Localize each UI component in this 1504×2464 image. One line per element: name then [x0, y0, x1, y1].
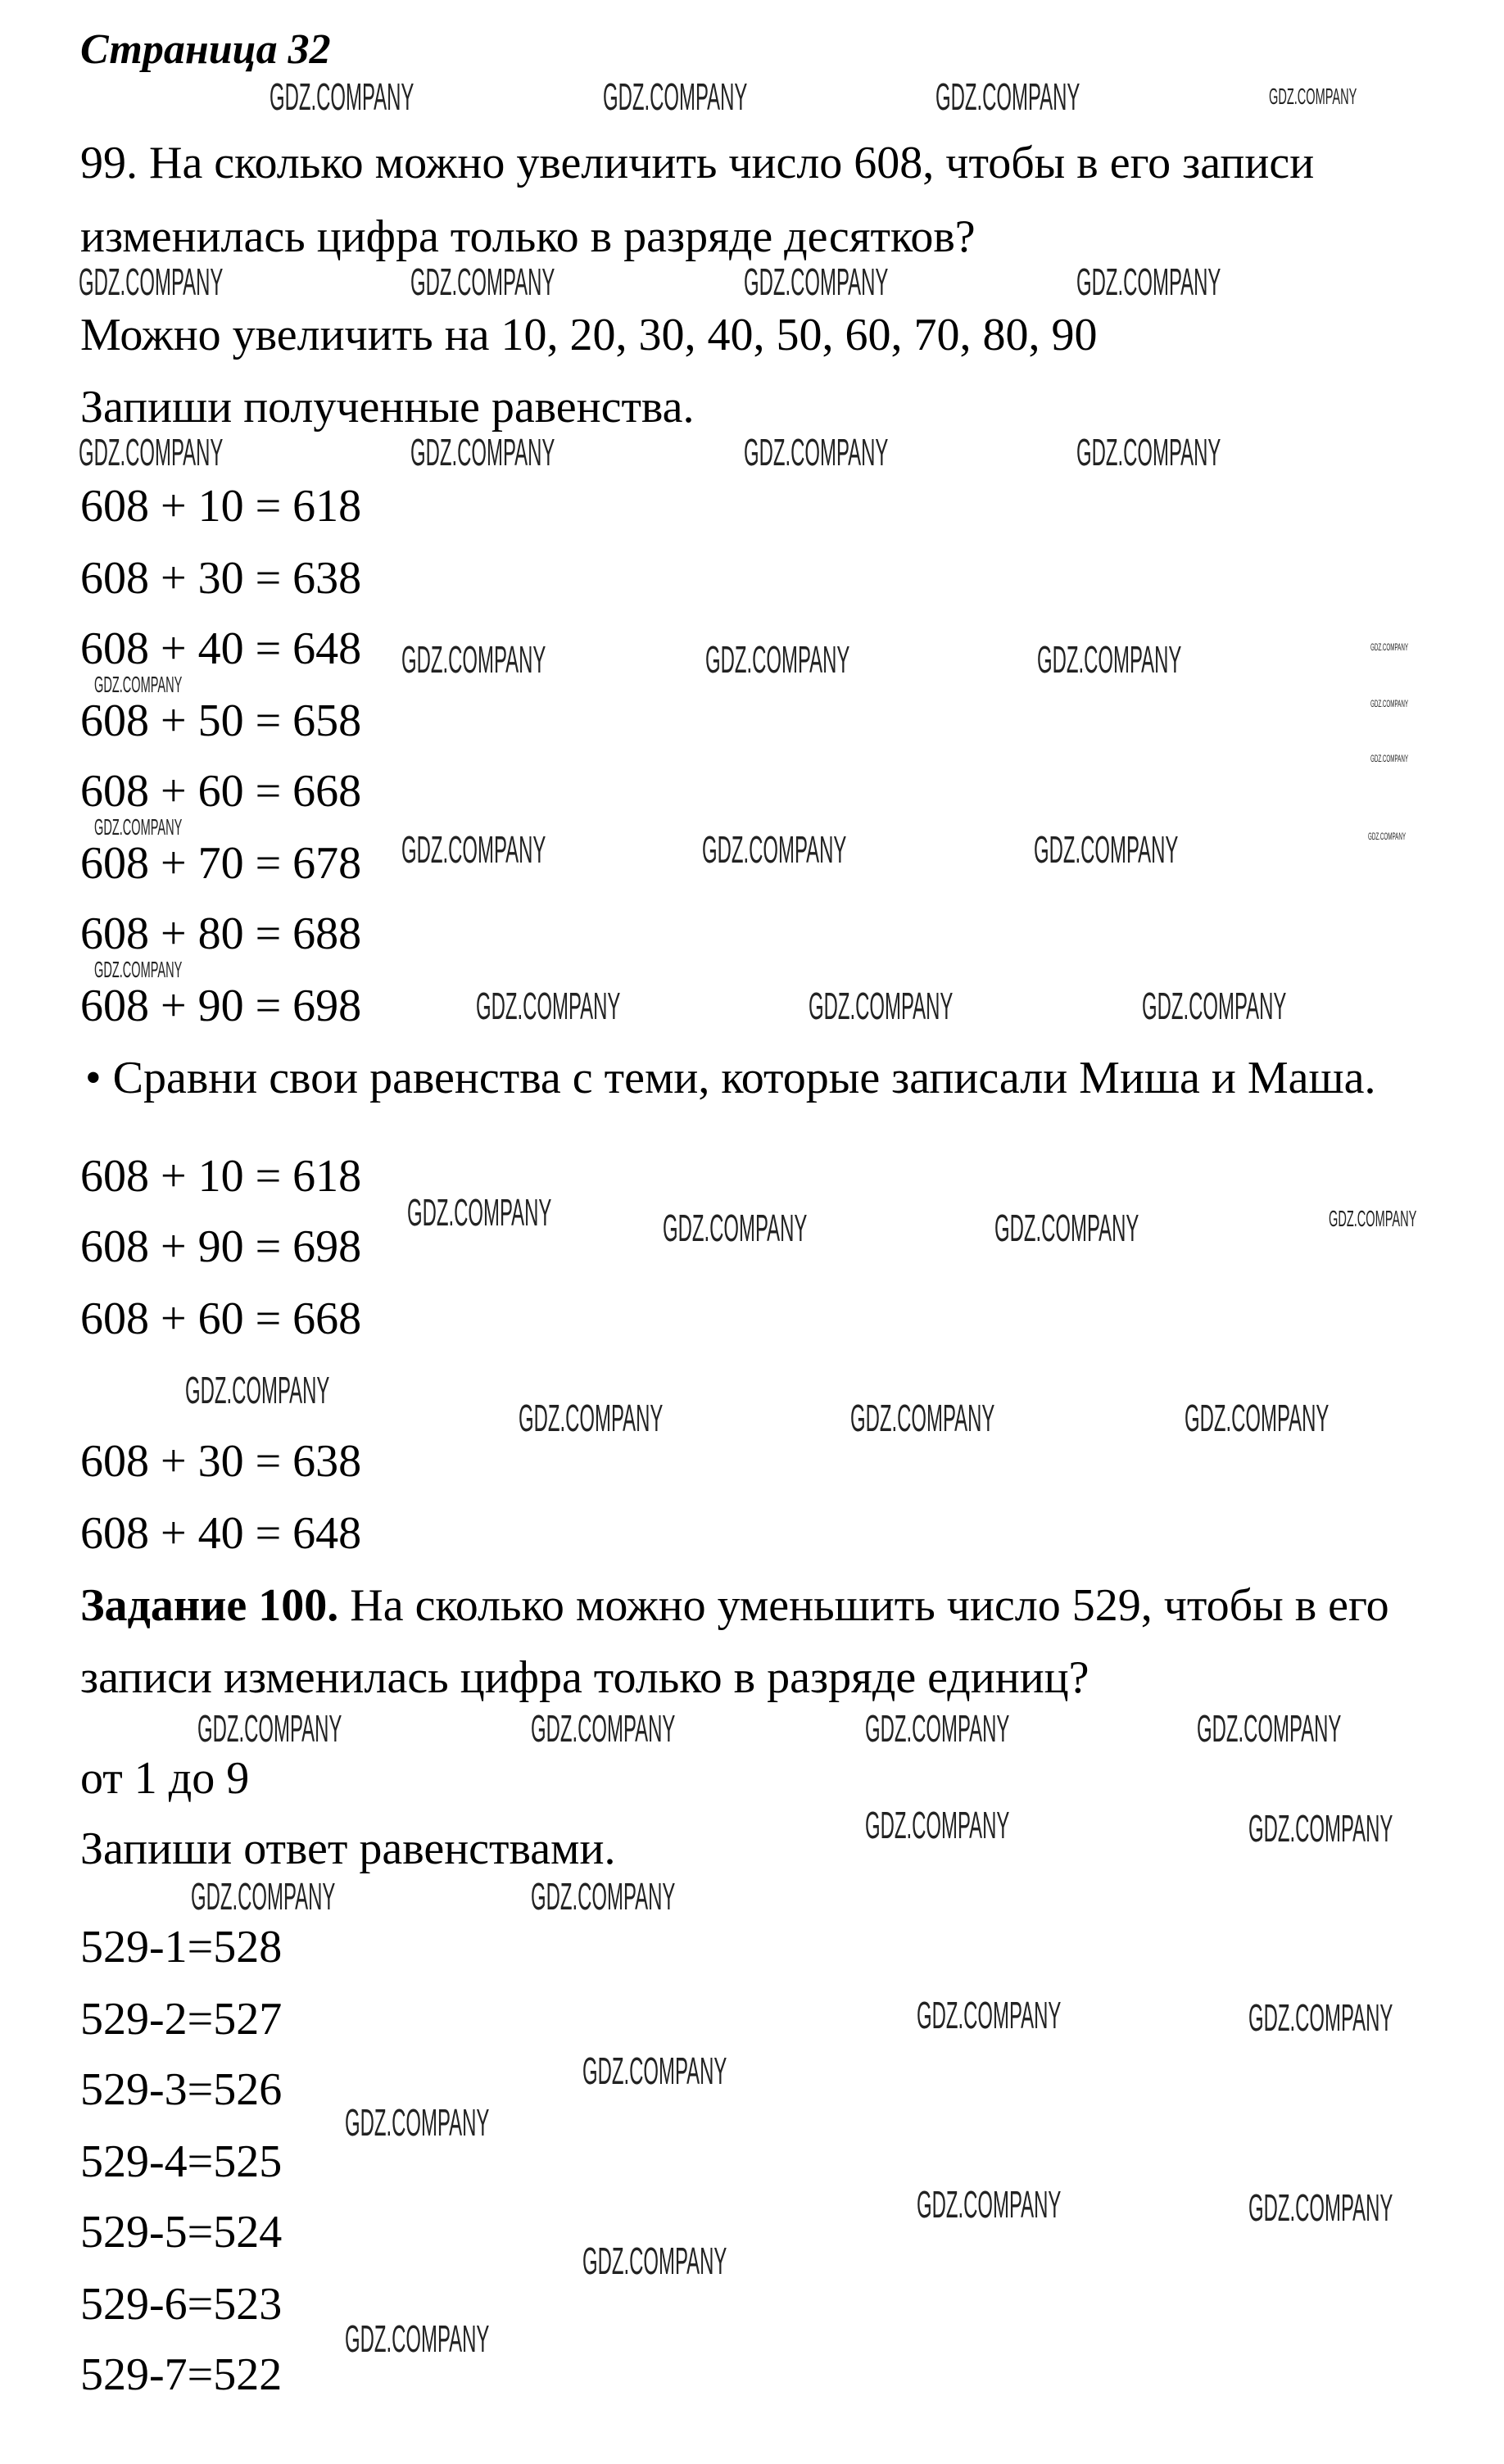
watermark: GDZ.COMPANY — [94, 957, 183, 982]
watermark: GDZ.COMPANY — [79, 431, 224, 473]
equality: 529-6=523 — [80, 2279, 283, 2330]
watermark: GDZ.COMPANY — [270, 75, 415, 118]
watermark: GDZ.COMPANY — [519, 1397, 664, 1439]
watermark: GDZ.COMPANY — [809, 985, 954, 1027]
equality: 608 + 40 = 648 — [80, 623, 362, 674]
watermark: GDZ.COMPANY — [850, 1397, 995, 1439]
task-99-question-line2: изменилась цифра только в разряде десятков? — [80, 211, 976, 262]
task-99-instruction: Запиши полученные равенства. — [80, 382, 695, 433]
watermark: GDZ.COMPANY — [1329, 1206, 1417, 1231]
task-100-question-line2: записи изменилась цифра только в разряде единиц? — [80, 1652, 1089, 1703]
compare-equality: 608 + 60 = 668 — [80, 1293, 362, 1344]
task-100-question-line1 — [80, 1581, 1389, 1630]
equality: 608 + 10 = 618 — [80, 481, 362, 532]
watermark: GDZ.COMPANY — [582, 2050, 727, 2092]
page-title: Страница 32 — [80, 26, 331, 73]
watermark: GDZ.COMPANY — [197, 1707, 342, 1750]
task-99-answer: Можно увеличить на 10, 20, 30, 40, 50, 60, 70, 80, 90 — [80, 310, 1098, 360]
compare-equality: 608 + 10 = 618 — [80, 1151, 362, 1202]
watermark: GDZ.COMPANY — [1370, 698, 1408, 709]
task-100-instruction: Запиши ответ равенствами. — [80, 1823, 616, 1874]
watermark: GDZ.COMPANY — [1370, 753, 1408, 764]
equality: 608 + 90 = 698 — [80, 981, 362, 1031]
compare-equality: 608 + 40 = 648 — [80, 1508, 362, 1559]
watermark: GDZ.COMPANY — [94, 672, 183, 697]
watermark: GDZ.COMPANY — [582, 2240, 727, 2282]
equality: 529-1=528 — [80, 1922, 283, 1973]
equality: 529-4=525 — [80, 2136, 283, 2187]
watermark: GDZ.COMPANY — [1076, 260, 1221, 303]
equality: 529-7=522 — [80, 2349, 283, 2400]
task-100-label: Задание 100. — [80, 1580, 339, 1631]
watermark: GDZ.COMPANY — [476, 985, 621, 1027]
watermark: GDZ.COMPANY — [401, 828, 546, 871]
equality: 608 + 60 = 668 — [80, 766, 362, 817]
watermark: GDZ.COMPANY — [191, 1875, 336, 1918]
watermark: GDZ.COMPANY — [185, 1369, 330, 1411]
watermark: GDZ.COMPANY — [407, 1191, 552, 1234]
watermark: GDZ.COMPANY — [1269, 84, 1357, 109]
equality: 608 + 70 = 678 — [80, 838, 362, 889]
watermark: GDZ.COMPANY — [1037, 638, 1182, 681]
watermark: GDZ.COMPANY — [917, 1994, 1062, 2036]
watermark: GDZ.COMPANY — [531, 1875, 676, 1918]
watermark: GDZ.COMPANY — [1248, 1996, 1393, 2039]
watermark: GDZ.COMPANY — [1034, 828, 1179, 871]
compare-prompt: • Сравни свои равенства с теми, которые записали Миша и Маша. — [85, 1053, 1376, 1103]
watermark: GDZ.COMPANY — [705, 638, 850, 681]
watermark: GDZ.COMPANY — [79, 260, 224, 303]
watermark: GDZ.COMPANY — [994, 1207, 1139, 1249]
watermark: GDZ.COMPANY — [935, 75, 1080, 118]
watermark: GDZ.COMPANY — [1076, 431, 1221, 473]
equality: 529-2=527 — [80, 1994, 283, 2045]
watermark: GDZ.COMPANY — [702, 828, 847, 871]
watermark: GDZ.COMPANY — [1197, 1707, 1342, 1750]
watermark: GDZ.COMPANY — [865, 1707, 1010, 1750]
watermark: GDZ.COMPANY — [1142, 985, 1287, 1027]
watermark: GDZ.COMPANY — [410, 260, 555, 303]
watermark: GDZ.COMPANY — [401, 638, 546, 681]
watermark: GDZ.COMPANY — [1370, 641, 1408, 653]
watermark: GDZ.COMPANY — [1368, 831, 1406, 842]
watermark: GDZ.COMPANY — [744, 431, 889, 473]
watermark: GDZ.COMPANY — [744, 260, 889, 303]
watermark: GDZ.COMPANY — [603, 75, 748, 118]
watermark: GDZ.COMPANY — [917, 2183, 1062, 2226]
watermark: GDZ.COMPANY — [1248, 2186, 1393, 2229]
watermark: GDZ.COMPANY — [410, 431, 555, 473]
watermark: GDZ.COMPANY — [345, 2101, 490, 2144]
watermark: GDZ.COMPANY — [1185, 1397, 1330, 1439]
compare-equality: 608 + 30 = 638 — [80, 1436, 362, 1487]
watermark: GDZ.COMPANY — [531, 1707, 676, 1750]
equality: 608 + 80 = 688 — [80, 908, 362, 959]
task-100-answer: от 1 до 9 — [80, 1753, 250, 1804]
equality: 608 + 30 = 638 — [80, 553, 362, 604]
compare-equality: 608 + 90 = 698 — [80, 1221, 362, 1272]
watermark: GDZ.COMPANY — [345, 2317, 490, 2360]
task-100-question-text: На сколько можно уменьшить число 529, чтобы в его — [338, 1580, 1389, 1631]
equality: 529-3=526 — [80, 2064, 283, 2115]
watermark: GDZ.COMPANY — [1248, 1807, 1393, 1850]
equality: 608 + 50 = 658 — [80, 695, 362, 746]
watermark: GDZ.COMPANY — [865, 1804, 1010, 1846]
equality: 529-5=524 — [80, 2207, 283, 2258]
watermark: GDZ.COMPANY — [94, 814, 183, 840]
task-99-question-line1: 99. На сколько можно увеличить число 608, чтобы в его записи — [80, 138, 1315, 188]
watermark: GDZ.COMPANY — [663, 1207, 808, 1249]
